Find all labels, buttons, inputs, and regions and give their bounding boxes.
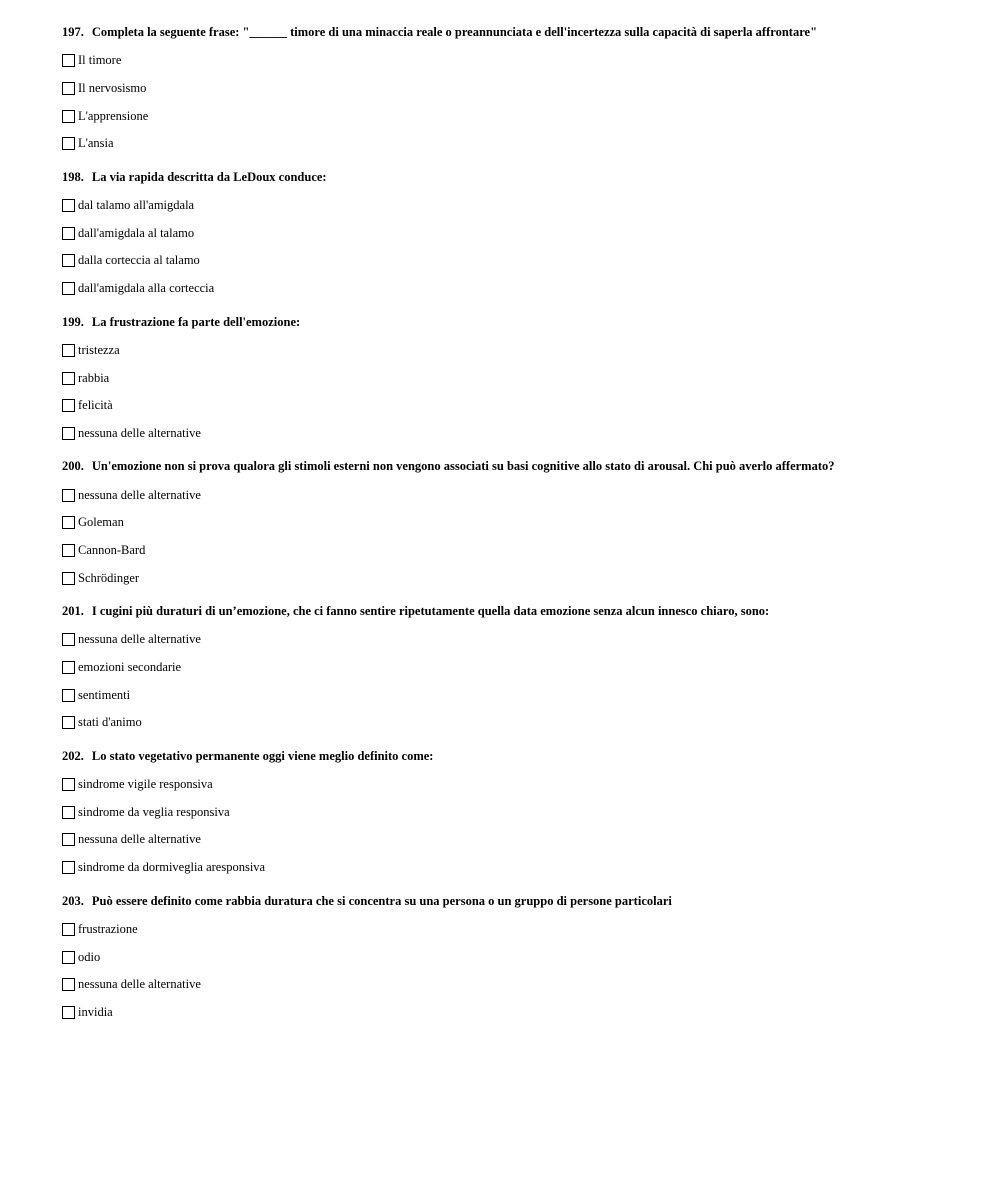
answer-label: sindrome da veglia responsiva <box>78 804 230 819</box>
answer-option[interactable] <box>62 626 962 654</box>
answer-option[interactable] <box>62 654 962 682</box>
answer-label: nessuna delle alternative <box>78 832 201 847</box>
answer-label: dall'amigdala al talamo <box>78 225 195 240</box>
answer-label: dalla corteccia al talamo <box>78 253 200 268</box>
quiz-page <box>62 24 962 1037</box>
answer-option[interactable] <box>62 75 962 103</box>
question-heading <box>62 603 962 620</box>
answer-option[interactable] <box>62 854 962 882</box>
answer-option[interactable] <box>62 999 962 1027</box>
answer-label: dall'amigdala alla corteccia <box>78 281 215 296</box>
answer-option[interactable] <box>62 916 962 944</box>
question-202 <box>62 748 962 882</box>
answer-option[interactable] <box>62 130 962 158</box>
answer-checkbox[interactable] <box>62 82 75 95</box>
answer-option[interactable] <box>62 275 962 303</box>
question-number: 198. <box>62 169 84 184</box>
question-199 <box>62 314 962 448</box>
answer-checkbox[interactable] <box>62 778 75 791</box>
answer-checkbox[interactable] <box>62 516 75 529</box>
question-number: 199. <box>62 314 84 329</box>
answer-label: Schrödinger <box>78 570 140 585</box>
answer-option[interactable] <box>62 364 962 392</box>
question-number: 197. <box>62 25 84 39</box>
answer-label: tristezza <box>78 342 120 357</box>
answer-checkbox[interactable] <box>62 661 75 674</box>
answer-option[interactable] <box>62 709 962 737</box>
answer-checkbox[interactable] <box>62 54 75 67</box>
answer-option[interactable] <box>62 771 962 799</box>
question-heading <box>62 314 962 331</box>
question-number: 200. <box>62 459 84 474</box>
answer-label: Goleman <box>78 515 124 530</box>
answer-option[interactable] <box>62 392 962 420</box>
question-197 <box>62 24 962 158</box>
answer-label: nessuna delle alternative <box>78 977 201 992</box>
question-text: Lo stato vegetativo permanente oggi viene meglio definito come: <box>91 748 434 763</box>
question-heading <box>62 169 962 186</box>
answer-label: sindrome da dormiveglia aresponsiva <box>78 860 266 875</box>
question-heading <box>62 24 962 41</box>
answer-option[interactable] <box>62 219 962 247</box>
question-number: 202. <box>62 748 84 763</box>
answer-option[interactable] <box>62 481 962 509</box>
answer-option[interactable] <box>62 564 962 592</box>
question-text: Completa la seguente frase: "______ timore di una minaccia reale o preannunciata e dell'incertezza sulla capacità di saperla affrontare" <box>91 25 818 39</box>
answer-label: frustrazione <box>78 921 138 936</box>
answer-checkbox[interactable] <box>62 427 75 440</box>
answer-label: Cannon-Bard <box>78 542 146 557</box>
answer-checkbox[interactable] <box>62 978 75 991</box>
answer-checkbox[interactable] <box>62 254 75 267</box>
question-200 <box>62 458 962 592</box>
answer-label: sindrome vigile responsiva <box>78 777 213 792</box>
answer-label: dal talamo all'amigdala <box>78 198 195 213</box>
answer-option[interactable] <box>62 337 962 365</box>
answer-option[interactable] <box>62 681 962 709</box>
answer-option[interactable] <box>62 192 962 220</box>
answer-checkbox[interactable] <box>62 806 75 819</box>
answer-option[interactable] <box>62 943 962 971</box>
answer-label: emozioni secondarie <box>78 660 182 675</box>
answer-label: nessuna delle alternative <box>78 632 201 647</box>
answer-label: Il timore <box>78 53 122 68</box>
question-text: Un'emozione non si prova qualora gli stimoli esterni non vengono associati su basi cognitive allo stato di arousal. Chi può averlo affermato? <box>91 459 835 474</box>
question-number: 203. <box>62 893 84 908</box>
answer-label: rabbia <box>78 370 110 385</box>
question-heading <box>62 458 962 475</box>
question-198 <box>62 169 962 303</box>
answer-checkbox[interactable] <box>62 951 75 964</box>
answer-checkbox[interactable] <box>62 199 75 212</box>
answer-label: odio <box>78 949 101 964</box>
answer-checkbox[interactable] <box>62 833 75 846</box>
answer-label: nessuna delle alternative <box>78 487 201 502</box>
answer-label: L'ansia <box>78 136 114 151</box>
question-heading <box>62 748 962 765</box>
answer-checkbox[interactable] <box>62 633 75 646</box>
answer-checkbox[interactable] <box>62 923 75 936</box>
answer-checkbox[interactable] <box>62 716 75 729</box>
answer-checkbox[interactable] <box>62 489 75 502</box>
answer-checkbox[interactable] <box>62 861 75 874</box>
answer-checkbox[interactable] <box>62 344 75 357</box>
answer-option[interactable] <box>62 826 962 854</box>
answer-label: stati d'animo <box>78 715 142 730</box>
answer-label: invidia <box>78 1004 113 1019</box>
answer-option[interactable] <box>62 47 962 75</box>
answer-option[interactable] <box>62 247 962 275</box>
answer-checkbox[interactable] <box>62 572 75 585</box>
question-203 <box>62 893 962 1027</box>
question-text: I cugini più duraturi di un’emozione, che ci fanno sentire ripetutamente quella data emozione senza alcun innesco chiaro, sono: <box>91 604 770 618</box>
answer-label: nessuna delle alternative <box>78 425 201 440</box>
question-text: La via rapida descritta da LeDoux conduce: <box>91 169 327 184</box>
answer-label: felicità <box>78 398 113 413</box>
answer-option[interactable] <box>62 537 962 565</box>
answer-checkbox[interactable] <box>62 227 75 240</box>
answer-option[interactable] <box>62 798 962 826</box>
answer-checkbox[interactable] <box>62 137 75 150</box>
answer-label: L'apprensione <box>78 108 149 123</box>
answer-label: Il nervosismo <box>78 81 147 96</box>
question-201 <box>62 603 962 737</box>
answer-checkbox[interactable] <box>62 110 75 123</box>
answer-checkbox[interactable] <box>62 1006 75 1019</box>
question-heading <box>62 893 962 910</box>
answer-option[interactable] <box>62 971 962 999</box>
answer-label: sentimenti <box>78 687 131 702</box>
answer-option[interactable] <box>62 509 962 537</box>
answer-option[interactable] <box>62 420 962 448</box>
answer-checkbox[interactable] <box>62 372 75 385</box>
answer-checkbox[interactable] <box>62 544 75 557</box>
question-number: 201. <box>62 604 84 618</box>
answer-option[interactable] <box>62 102 962 130</box>
question-text: Può essere definito come rabbia duratura che si concentra su una persona o un gruppo di persone particolari <box>91 893 672 908</box>
answer-checkbox[interactable] <box>62 282 75 295</box>
answer-checkbox[interactable] <box>62 689 75 702</box>
question-text: La frustrazione fa parte dell'emozione: <box>91 314 301 329</box>
answer-checkbox[interactable] <box>62 399 75 412</box>
